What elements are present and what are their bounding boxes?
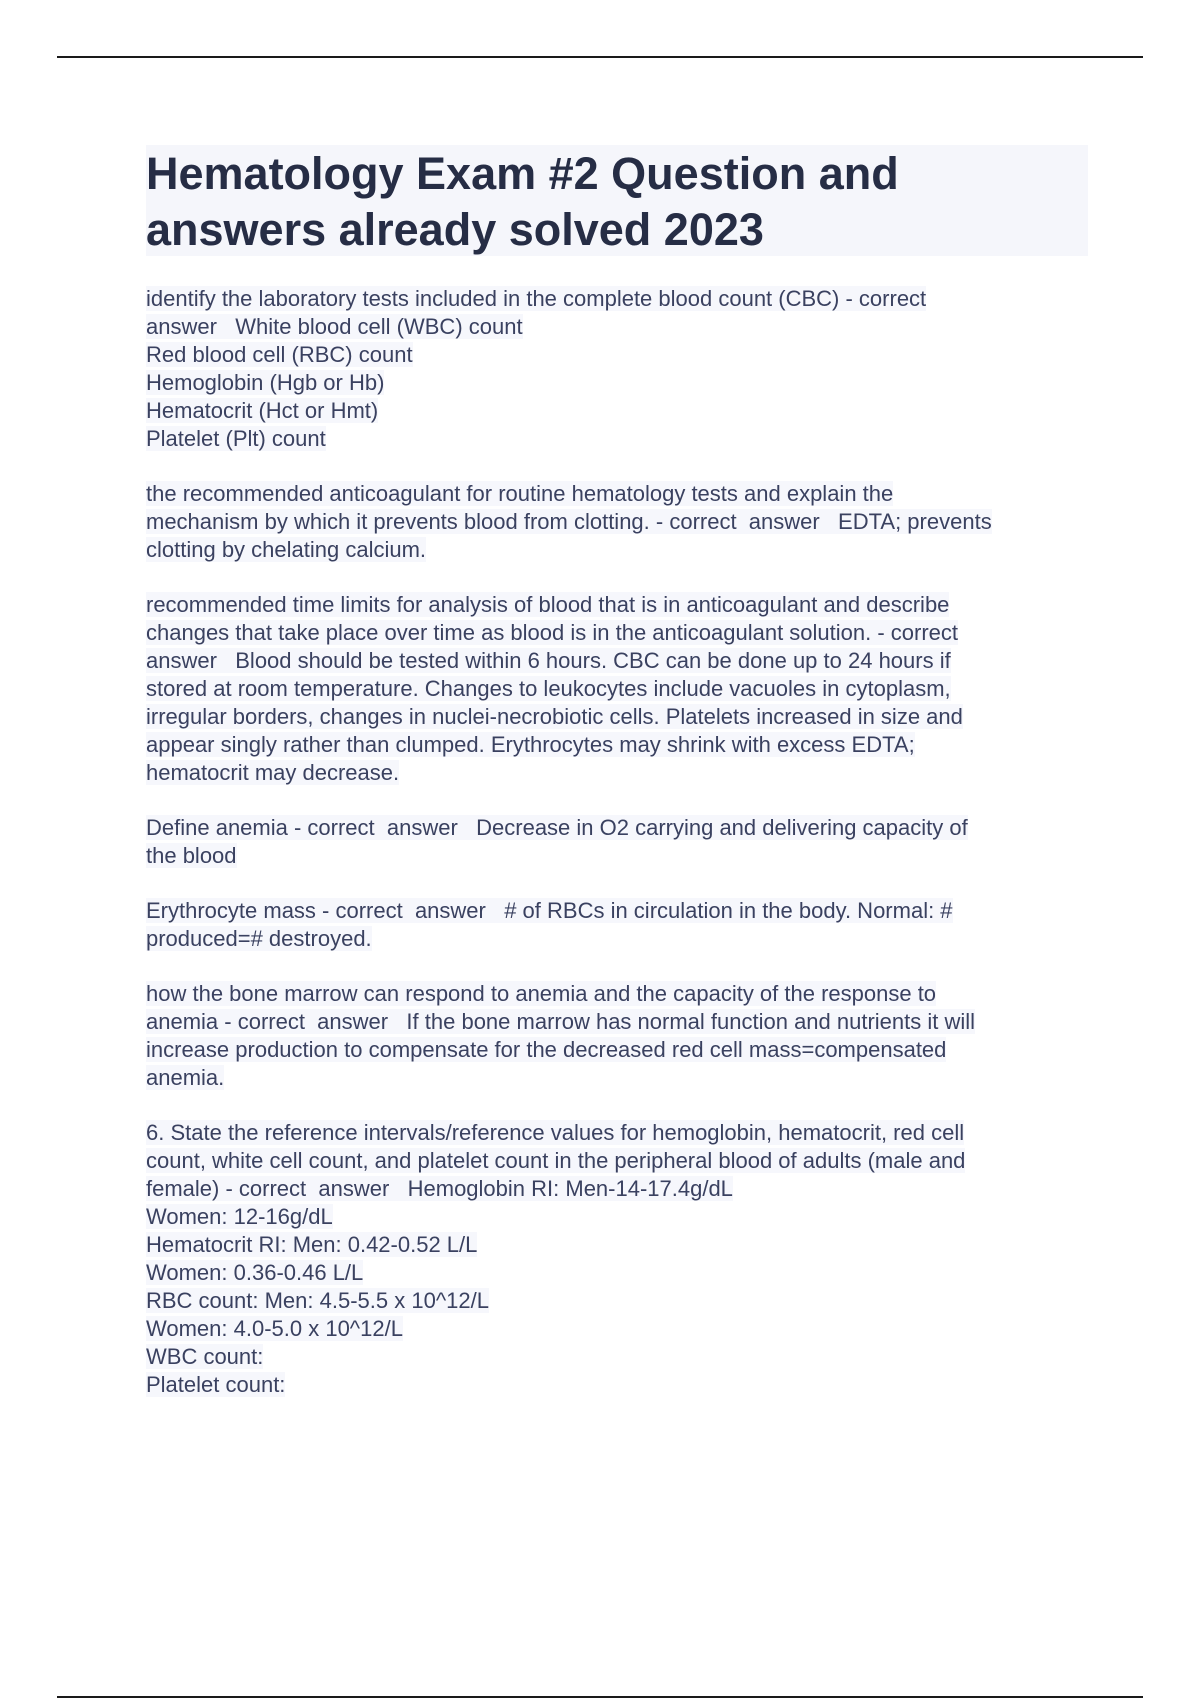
text-line: appear singly rather than clumped. Erythrocytes may shrink with excess EDTA; <box>146 732 915 757</box>
text-line: clotting by chelating calcium. <box>146 537 427 562</box>
qa-block-anemia <box>146 814 1086 870</box>
qa-block-reference-intervals <box>146 1119 1086 1399</box>
text-line: Define anemia - correct answer Decrease in O2 carrying and delivering capacity of <box>146 815 968 840</box>
qa-block-time-limits <box>146 591 1086 787</box>
text-line: produced=# destroyed. <box>146 926 372 951</box>
qa-block-cbc <box>146 285 1086 453</box>
document-body <box>146 285 1086 1426</box>
text-line: Hematocrit RI: Men: 0.42-0.52 L/L <box>146 1232 478 1257</box>
text-line: Platelet count: <box>146 1372 286 1397</box>
title-line: answers already solved 2023 <box>146 204 764 255</box>
text-line: Red blood cell (RBC) count <box>146 342 413 367</box>
text-line: the blood <box>146 843 237 868</box>
text-line: Women: 12-16g/dL <box>146 1204 333 1229</box>
text-line: answer White blood cell (WBC) count <box>146 314 523 339</box>
text-line: 6. State the reference intervals/reference values for hemoglobin, hematocrit, red cell <box>146 1120 965 1145</box>
text-line: count, white cell count, and platelet count in the peripheral blood of adults (male and <box>146 1148 966 1173</box>
text-line: hematocrit may decrease. <box>146 760 400 785</box>
qa-block-anticoagulant <box>146 480 1086 564</box>
text-line: RBC count: Men: 4.5-5.5 x 10^12/L <box>146 1288 489 1313</box>
text-line: anemia. <box>146 1065 225 1090</box>
text-line: female) - correct answer Hemoglobin RI: Men-14-17.4g/dL <box>146 1176 733 1201</box>
text-line: anemia - correct answer If the bone marrow has normal function and nutrients it will <box>146 1009 976 1034</box>
text-line: stored at room temperature. Changes to leukocytes include vacuoles in cytoplasm, <box>146 676 951 701</box>
text-line: Platelet (Plt) count <box>146 426 326 451</box>
footer-rule <box>57 1696 1143 1698</box>
title-line: Hematology Exam #2 Question and <box>146 148 899 199</box>
page-title <box>146 146 1076 258</box>
text-line: changes that take place over time as blood is in the anticoagulant solution. - correct <box>146 620 959 645</box>
text-line: WBC count: <box>146 1344 264 1369</box>
text-line: how the bone marrow can respond to anemia and the capacity of the response to <box>146 981 937 1006</box>
header-rule <box>57 56 1143 58</box>
text-line: Hemoglobin (Hgb or Hb) <box>146 370 385 395</box>
text-line: Erythrocyte mass - correct answer # of RBCs in circulation in the body. Normal: # <box>146 898 953 923</box>
text-line: recommended time limits for analysis of blood that is in anticoagulant and describe <box>146 592 950 617</box>
text-line: mechanism by which it prevents blood from clotting. - correct answer EDTA; prevents <box>146 509 992 534</box>
text-line: identify the laboratory tests included in the complete blood count (CBC) - correct <box>146 286 927 311</box>
text-line: the recommended anticoagulant for routine hematology tests and explain the <box>146 481 894 506</box>
text-line: increase production to compensate for the decreased red cell mass=compensated <box>146 1037 947 1062</box>
text-line: Hematocrit (Hct or Hmt) <box>146 398 379 423</box>
text-line: irregular borders, changes in nuclei-necrobiotic cells. Platelets increased in size and <box>146 704 963 729</box>
qa-block-bone-marrow <box>146 980 1086 1092</box>
text-line: Women: 4.0-5.0 x 10^12/L <box>146 1316 403 1341</box>
text-line: Women: 0.36-0.46 L/L <box>146 1260 364 1285</box>
text-line: answer Blood should be tested within 6 hours. CBC can be done up to 24 hours if <box>146 648 951 673</box>
qa-block-erythrocyte-mass <box>146 897 1086 953</box>
